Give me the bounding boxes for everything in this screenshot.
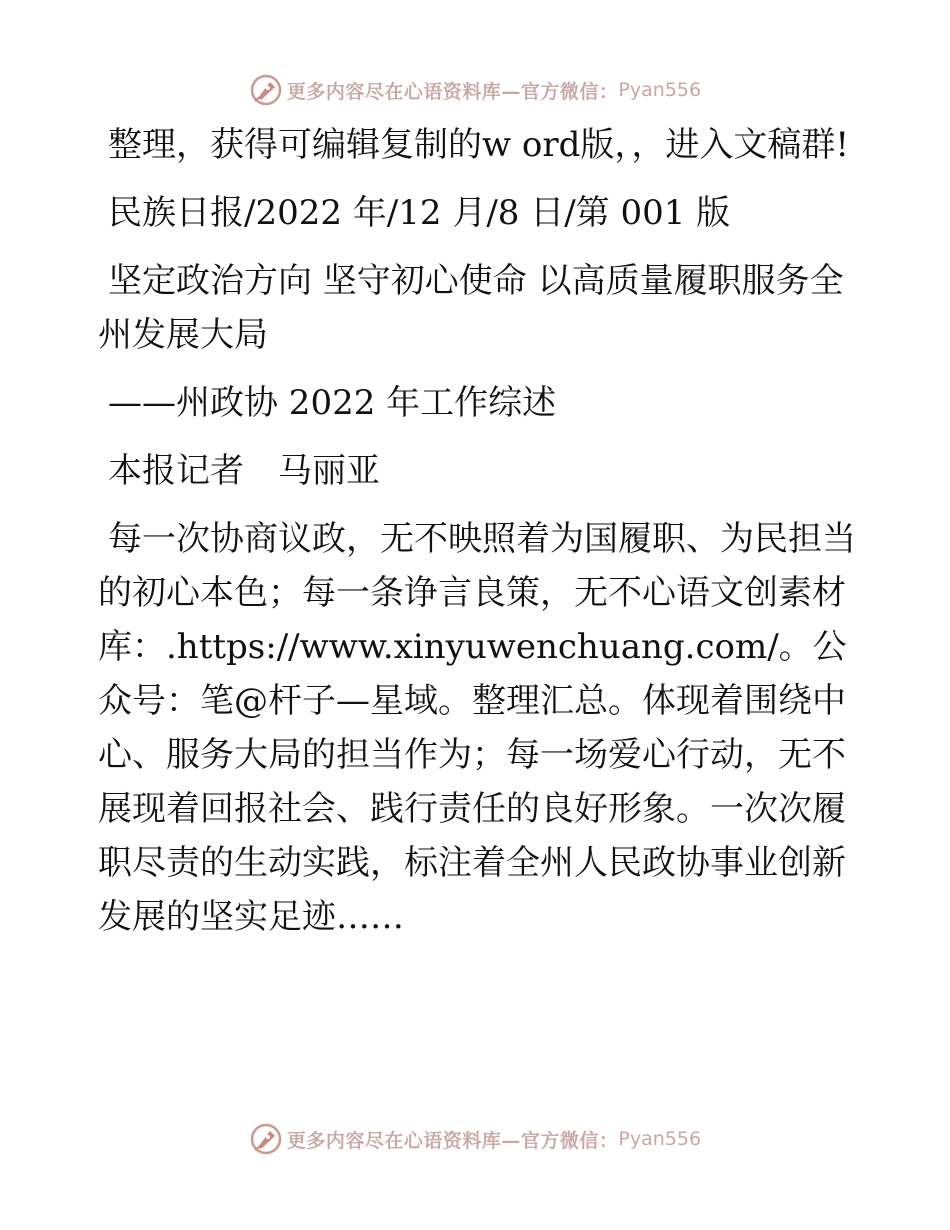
pen-nib-icon [249,73,283,107]
byline-text: 本报记者 马丽亚 [108,451,380,491]
document-body [98,118,858,958]
watermark-banner-top [0,70,950,110]
pen-nib-icon [249,1122,283,1156]
watermark-wechat-id: Pyan556 [618,79,702,101]
intro-paragraph [98,118,858,172]
intro-text: 整理，获得可编辑复制的w ord版，，进入文稿群! [108,125,850,165]
source-line [98,186,858,240]
headline [98,254,858,362]
body-paragraph [98,512,858,944]
subtitle [98,376,858,430]
watermark-brand-text: 更多内容尽在心语资料库—官方微信： [286,1129,619,1152]
body-text: 每一次协商议政，无不映照着为国履职、为民担当的初心本色；每一条诤言良策，无不心语文创素材库：.https://www.xinyuwenchuang.com/。公众号：笔@杆子—星域。整理汇总。体现着围绕中心、服务大局的担当作为；每一场爱心行动，无不展现着回报社会、践行责任的良好形象。一次次履职尽责的生动实践，标注着全州人民政协事业创新发展的坚实足迹…… [98,519,856,937]
watermark-brand-text: 更多内容尽在心语资料库—官方微信： [286,80,619,103]
source-text: 民族日报/2022 年/12 月/8 日/第 001 版 [108,193,731,233]
headline-text: 坚定政治方向 坚守初心使命 以高质量履职服务全州发展大局 [98,261,844,355]
watermark-banner-bottom [0,1119,950,1159]
subtitle-text: ——州政协 2022 年工作综述 [108,383,557,423]
byline [98,444,858,498]
watermark-wechat-id: Pyan556 [618,1128,702,1150]
